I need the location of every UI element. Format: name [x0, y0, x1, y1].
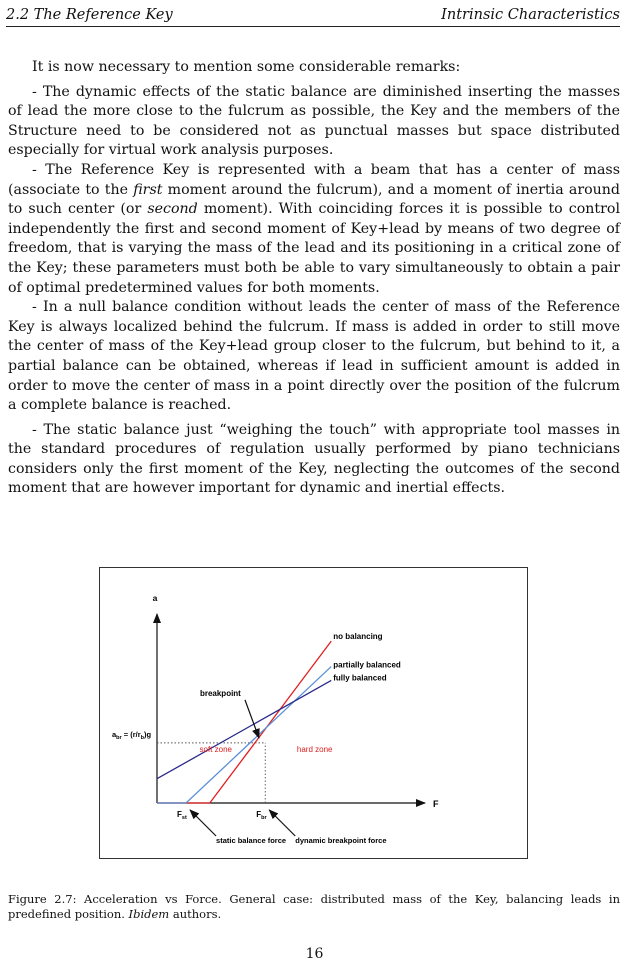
- annotation-arrow-breakpoint: [245, 700, 259, 738]
- header-chapter-title: Intrinsic Characteristics: [441, 7, 620, 23]
- caption-text-a: Figure 2.7: Acceleration vs Force. General case: distributed mass of the Key, balancing leads in predefined position.: [8, 892, 620, 921]
- emphasis-first: first: [133, 181, 163, 198]
- annotation-arrow-static-force: [190, 810, 216, 836]
- p2-text-b: moment around the fulcrum), and a moment of inertia around to such center (or: [8, 181, 620, 218]
- paragraph-null-balance: - In a null balance condition without leads the center of mass of the Reference Key is always localized behind the fulcrum. If mass is added in order to still move the center of mass of the Key+lead group closer to the fulcrum, but behind to it, a partial balance can be obtained, whereas if lead in sufficient amount is added in order to move the center of mass in a point directly over the position of the fulcrum a complete balance is reached.: [8, 299, 620, 414]
- running-header: [6, 6, 620, 27]
- figure-acceleration-vs-force: [99, 567, 528, 859]
- x-axis-label: F: [433, 799, 439, 809]
- x-tick-label-br: $F_{br}$: [256, 810, 267, 821]
- paragraph-weighing-touch: - The static balance just “weighing the touch” with appropriate tool masses in the standard procedures of regulation usually performed by piano technicians considers only the first moment of the Key, neglecting the outcomes of the second moment that are however important for dynamic and inertial effects.: [8, 421, 620, 497]
- series-line-no-balancing: [157, 641, 331, 803]
- header-section-title: 2.2 The Reference Key: [6, 7, 173, 23]
- paragraph-static-balance-effects: - The dynamic effects of the static balance are diminished inserting the masses of lead the more close to the fulcrum as possible, the Key and the members of the Structure need to be considered not as punctual masses but space distributed especially for virtual work analysis purposes.: [8, 83, 620, 159]
- series-line-fully-balanced: [157, 680, 331, 778]
- p2-text-a: - The Reference Key is represented with a beam that has a center of mass (associate to the: [8, 161, 620, 198]
- series-line-partially-balanced: [157, 667, 331, 803]
- page-number: 16: [305, 946, 324, 962]
- series-label-fully-balanced: fully balanced: [333, 673, 387, 683]
- paragraph-reference-key-beam: [8, 161, 620, 298]
- annotation-hard-zone: hard zone: [296, 745, 333, 755]
- annotation-breakpoint: breakpoint: [199, 688, 241, 698]
- intro-paragraph: It is now necessary to mention some considerable remarks:: [32, 59, 461, 75]
- annotation-static-balance-force: static balance force: [216, 836, 287, 845]
- annotation-dynamic-breakpoint-force: dynamic breakpoint force: [295, 836, 387, 845]
- annotation-soft-zone: soft zone: [199, 745, 232, 755]
- y-axis-label: a: [152, 593, 158, 603]
- p2-text-c: moment). With coinciding forces it is possible to control independently the first and second moment of Key+lead by means of two degree of freedom, that is varying the mass of the lead and its positioning in a critical zone of the Key; these parameters must both be able to vary simultaneously to obtain a pair of optimal predetermined values for both moments.: [8, 201, 620, 296]
- x-tick-label-st: $F_{st}$: [177, 810, 187, 821]
- figure-caption: [8, 892, 620, 922]
- emphasis-second: second: [147, 201, 198, 218]
- y-tick-label-abr: $a_{br} = (r/r_b)g$: [112, 729, 152, 741]
- body-text: [8, 58, 620, 499]
- chart-svg: [100, 568, 529, 860]
- caption-ibidem: Ibidem: [128, 907, 170, 921]
- annotation-arrow-dynamic-force: [269, 810, 295, 836]
- caption-text-b: authors.: [169, 907, 222, 921]
- series-label-no-balancing: no balancing: [333, 632, 383, 642]
- series-label-partially-balanced: partially balanced: [333, 660, 401, 670]
